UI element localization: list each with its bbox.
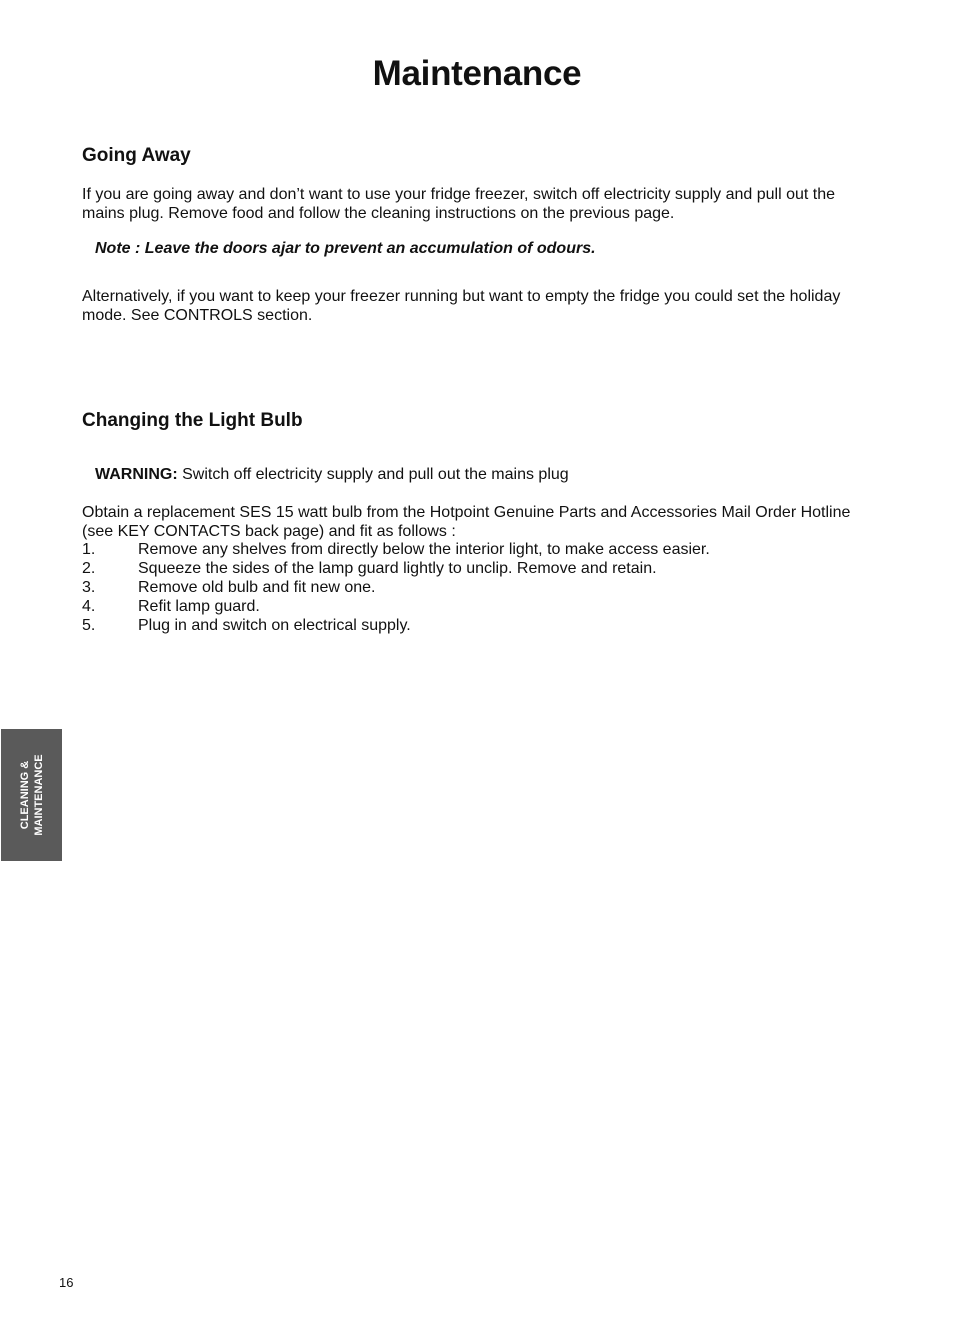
step-text: Squeeze the sides of the lamp guard lightly to unclip. Remove and retain. <box>138 560 657 577</box>
step-text: Plug in and switch on electrical supply. <box>138 617 411 634</box>
step-number: 4. <box>82 598 96 615</box>
step-number: 1. <box>82 541 96 558</box>
page-number: 16 <box>59 1275 74 1290</box>
step-text: Remove any shelves from directly below the interior light, to make access easier. <box>138 541 710 558</box>
side-tab-label <box>18 754 46 835</box>
list-item <box>82 597 738 616</box>
step-number: 5. <box>82 617 96 634</box>
odour-note: Note : Leave the doors ajar to prevent an accumulation of odours. <box>95 240 596 257</box>
step-text: Refit lamp guard. <box>138 598 260 615</box>
going-away-heading: Going Away <box>82 145 191 166</box>
side-tab-line-1: CLEANING & <box>18 760 31 830</box>
step-number: 3. <box>82 579 96 596</box>
list-item <box>82 559 738 578</box>
light-bulb-heading: Changing the Light Bulb <box>82 410 303 431</box>
list-item <box>82 578 738 597</box>
section-side-tab <box>1 729 62 861</box>
page-title: Maintenance <box>372 54 582 93</box>
side-tab-line-2: MAINTENANCE <box>32 754 45 836</box>
step-text: Remove old bulb and fit new one. <box>138 579 376 596</box>
step-number: 2. <box>82 560 96 577</box>
list-item <box>82 616 738 635</box>
warning-label: WARNING: <box>95 466 178 483</box>
holiday-mode-paragraph: Alternatively, if you want to keep your freezer running but want to empty the fridge you could set the holiday mode. See CONTROLS section. <box>82 288 841 324</box>
list-item <box>82 540 738 559</box>
warning-text: Switch off electricity supply and pull out the mains plug <box>177 466 569 483</box>
going-away-paragraph: If you are going away and don’t want to use your fridge freezer, switch off electricity supply and pull out the mains plug. Remove food and follow the cleaning instructions on the previous page. <box>82 186 836 222</box>
replacement-bulb-intro: Obtain a replacement SES 15 watt bulb from the Hotpoint Genuine Parts and Accessories Mail Order Hotline (see KEY CONTACTS back page) and fit as follows : <box>82 504 851 540</box>
warning-line <box>95 466 569 484</box>
bulb-steps-list <box>82 540 738 635</box>
